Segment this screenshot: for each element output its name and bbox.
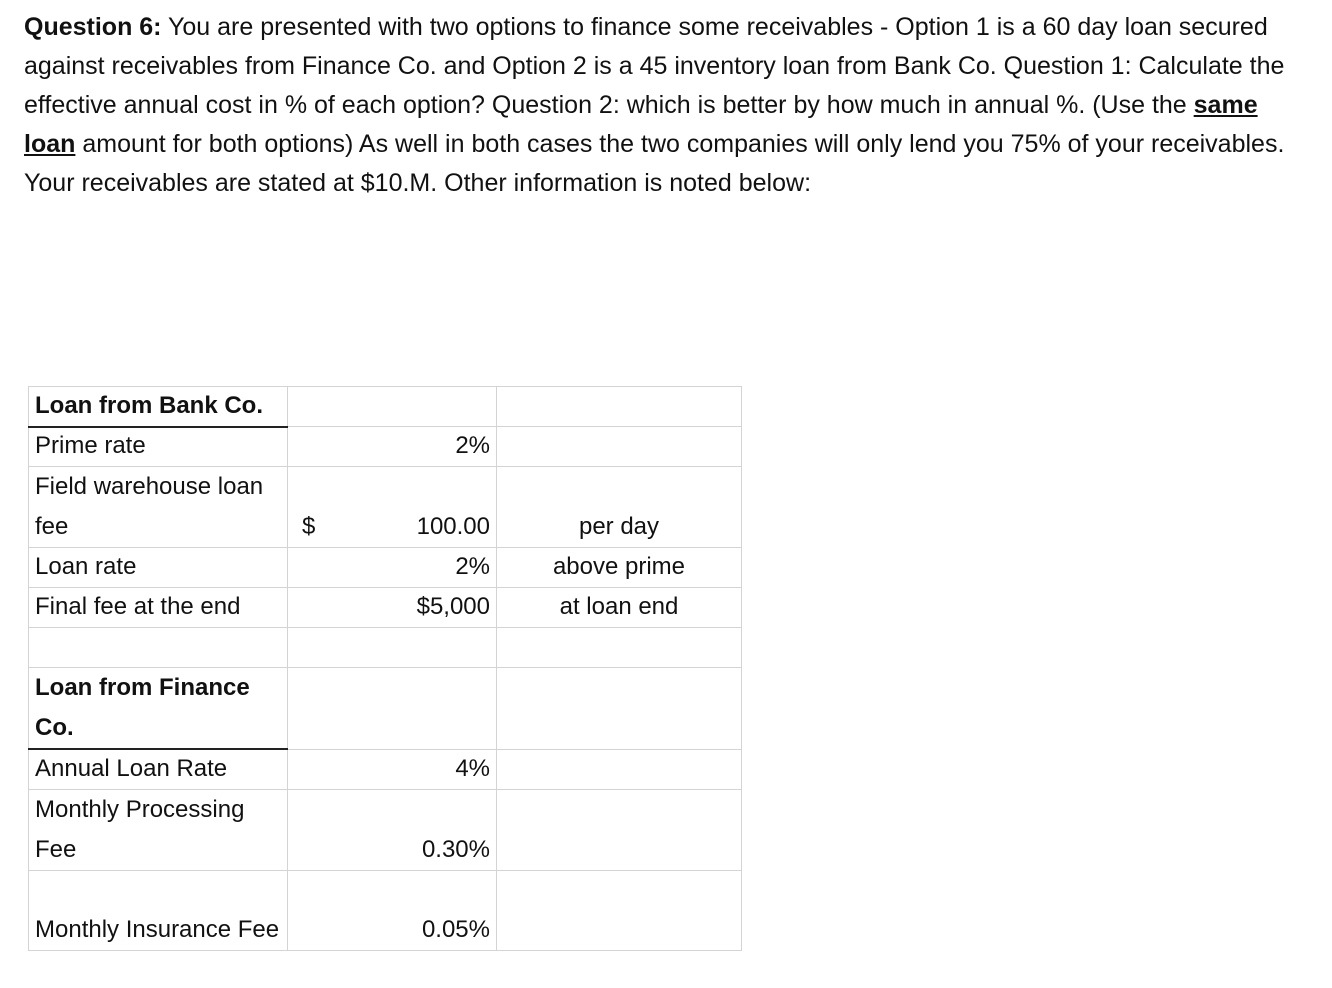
loan-rate-note: above prime bbox=[497, 548, 742, 588]
table-row bbox=[29, 387, 742, 427]
table-row bbox=[29, 548, 742, 588]
processing-fee-label: Monthly Processing Fee bbox=[29, 789, 288, 870]
question-body-part2: amount for both options) As well in both cases the two companies will only lend you 75% of your receivables. Your receivables are stated at $10.M. Other information is noted below: bbox=[24, 130, 1285, 197]
table-cell bbox=[288, 387, 497, 427]
annual-rate-value: 4% bbox=[288, 749, 497, 789]
question-text bbox=[24, 8, 1314, 203]
table-cell bbox=[497, 870, 742, 950]
table-cell bbox=[29, 628, 288, 668]
table-row bbox=[29, 789, 742, 870]
table-row bbox=[29, 427, 742, 467]
table-row bbox=[29, 668, 742, 750]
final-fee-label: Final fee at the end bbox=[29, 588, 288, 628]
table-cell bbox=[288, 628, 497, 668]
warehouse-fee-note: per day bbox=[497, 467, 742, 548]
processing-fee-value: 0.30% bbox=[288, 789, 497, 870]
table-cell bbox=[497, 668, 742, 750]
table-row bbox=[29, 870, 742, 950]
warehouse-fee-cell bbox=[288, 467, 497, 548]
loan-rate-value: 2% bbox=[288, 548, 497, 588]
table-cell bbox=[497, 387, 742, 427]
table-cell bbox=[497, 427, 742, 467]
prime-rate-label: Prime rate bbox=[29, 427, 288, 467]
question-body-part1: You are presented with two options to finance some receivables - Option 1 is a 60 day loan secured against receivables from Finance Co. and Option 2 is a 45 inventory loan from Bank Co. Question 1: Calculate the effective annual cost in % of each option? Question 2: which is better by how much in annual %. (Use the bbox=[24, 13, 1285, 119]
table-row bbox=[29, 628, 742, 668]
finance-header: Loan from Finance Co. bbox=[29, 668, 288, 750]
insurance-fee-value: 0.05% bbox=[288, 870, 497, 950]
annual-rate-label: Annual Loan Rate bbox=[29, 749, 288, 789]
table-cell bbox=[497, 749, 742, 789]
loan-data-table bbox=[28, 386, 742, 951]
table-cell bbox=[497, 628, 742, 668]
currency-symbol: $ bbox=[302, 513, 316, 540]
bank-header: Loan from Bank Co. bbox=[29, 387, 288, 427]
prime-rate-value: 2% bbox=[288, 427, 497, 467]
loan-rate-label: Loan rate bbox=[29, 548, 288, 588]
table-row bbox=[29, 467, 742, 548]
warehouse-fee-label: Field warehouse loan fee bbox=[29, 467, 288, 548]
final-fee-value: $5,000 bbox=[288, 588, 497, 628]
final-fee-note: at loan end bbox=[497, 588, 742, 628]
table-cell bbox=[288, 668, 497, 750]
table-row bbox=[29, 749, 742, 789]
same-loan-emphasis: same loan bbox=[24, 91, 1258, 158]
insurance-fee-label: Monthly Insurance Fee bbox=[29, 870, 288, 950]
table-cell bbox=[497, 789, 742, 870]
question-label: Question 6: bbox=[24, 13, 162, 41]
warehouse-fee-value: 100.00 bbox=[416, 513, 490, 540]
table-row bbox=[29, 588, 742, 628]
